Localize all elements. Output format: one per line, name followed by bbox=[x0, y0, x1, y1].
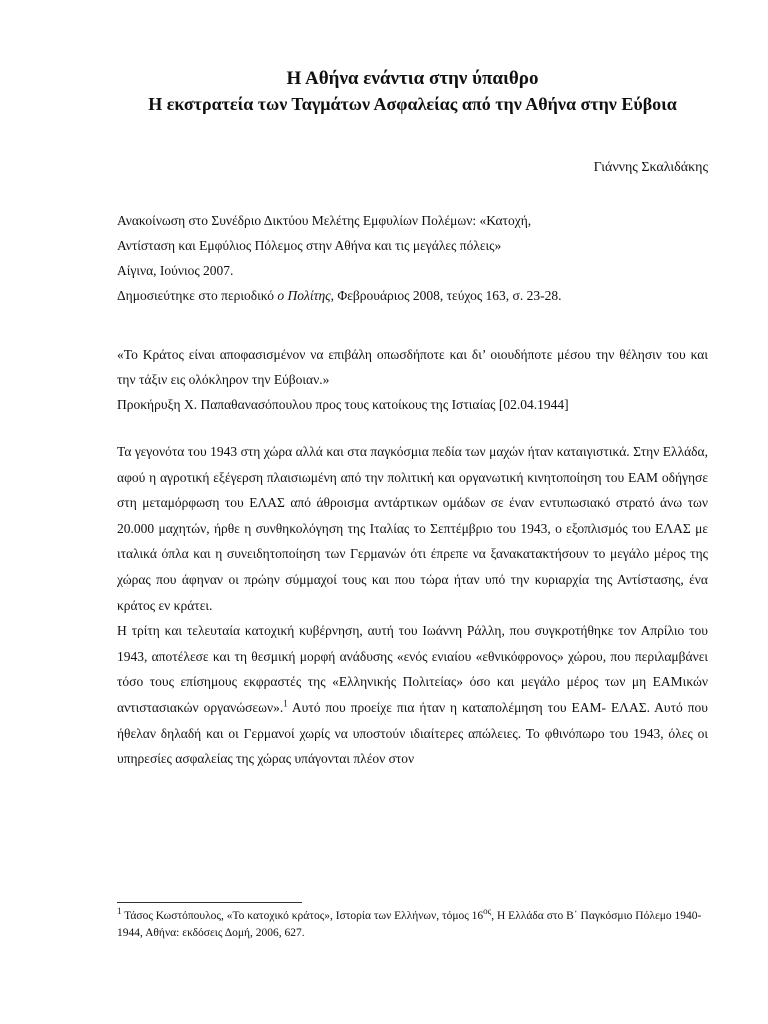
document-title: Η Αθήνα ενάντια στην ύπαιθρο bbox=[286, 68, 539, 89]
paragraph-2 bbox=[117, 618, 708, 772]
document-subtitle: Η εκστρατεία των Ταγμάτων Ασφαλείας από την Αθήνα στην Εύβοια bbox=[148, 94, 677, 114]
author-name: Γιάννης Σκαλιδάκης bbox=[593, 160, 708, 175]
footnote-text bbox=[117, 908, 708, 942]
published-suffix: , Φεβρουάριος 2008, τεύχος 163, σ. 23-28. bbox=[330, 288, 562, 303]
epigraph bbox=[117, 342, 708, 417]
paragraph-1: Τα γεγονότα του 1943 στη χώρα αλλά και στα παγκόσμια πεδία των μαχών ήταν καταιγιστικά. Στην Ελλάδα, αφού η αγροτική εξέγερση πλαισιωμένη από την πολιτική και οργανωτική κινητοποίηση του ΕΑΜ οδήγησε στη μεταμόρφωση του ΕΛΑΣ από άθροισμα αντάρτικων ομάδων σε έναν εντυπωσιακό στρατό άνω των 20.000 μαχητών, ήρθε η συνθηκολόγηση της Ιταλίας το Σεπτέμβριο του 1943, ο εξοπλισμός του ΕΛΑΣ με ιταλικά όπλα και η συνειδητοποίηση των Γερμανών ότι έπρεπε να ξανακατακτήσουν το μεγάλο μέρος της χώρας που άφηναν οι πρώην σύμμαχοί τους και που τώρα ήταν υπό την κυριαρχία της Αντίστασης, ένα κράτος εν κράτει. bbox=[117, 444, 708, 613]
info-line-place-date: Αίγινα, Ιούνιος 2007. bbox=[117, 263, 234, 278]
footnote-reference[interactable]: 1 bbox=[283, 698, 288, 709]
info-line-conference: Ανακοίνωση στο Συνέδριο Δικτύου Μελέτης Εμφυλίων Πολέμων: «Κατοχή, bbox=[117, 213, 532, 228]
info-line-published bbox=[117, 283, 708, 308]
published-prefix: Δημοσιεύτηκε στο περιοδικό bbox=[117, 288, 278, 303]
journal-name: ο Πολίτης bbox=[277, 288, 331, 303]
publication-info bbox=[117, 208, 708, 308]
epigraph-text: «Το Κράτος είναι αποφασισμένον να επιβάλη οπωσδήποτε και δι’ οιουδήποτε μέσου την θέλησιν του και την τάξιν εις ολόκληρον την Εύβοιαν.» bbox=[117, 347, 708, 387]
footnote-separator bbox=[117, 902, 302, 903]
paragraph-2-part-1: Η τρίτη και τελευταία κατοχική κυβέρνηση, αυτή του Ιωάννη Ράλλη, που συγκροτήθηκε τον Απρίλιο του 1943, αποτέλεσε και τη θεσμική μορφή ανάδυσης «ενός ενιαίου «εθνικόφρονος» χώρου, που περιλαμβάνει τόσο τους επίσημους εκφραστές της «Ελληνικής Πολιτείας» όσο και μεγάλο μέρος των μη ΕΑΜικών αντιστασιακών οργανώσεων». bbox=[117, 623, 708, 715]
info-line-conference-title: Αντίσταση και Εμφύλιος Πόλεμος στην Αθήνα και τις μεγάλες πόλεις» bbox=[117, 238, 502, 253]
footnote-number: 1 bbox=[117, 906, 122, 917]
footnote-text-end: , Η Ελλάδα στο Β΄ Παγκόσμιο Πόλεμο 1940-1944, Αθήνα: εκδόσεις Δομή, 2006, 627. bbox=[117, 910, 702, 939]
document-page bbox=[117, 66, 708, 772]
footnote-ordinal: ος bbox=[483, 906, 492, 917]
paragraph-2-part-2: Αυτό που προείχε πια ήταν η καταπολέμηση του ΕΑΜ- ΕΛΑΣ. Αυτό που ήθελαν δηλαδή και οι Γερμανοί χωρίς να υποστούν ιδιαίτερες απώλειες. Το φθινόπωρο του 1943, όλες οι υπηρεσίες ασφαλείας της χώρας υπάγονται πλέον στον bbox=[117, 699, 708, 767]
body-text bbox=[117, 439, 708, 772]
footnote-text-start: Τάσος Κωστόπουλος, «Το κατοχικό κράτος», Ιστορία των Ελλήνων, τόμος 16 bbox=[121, 910, 484, 922]
epigraph-source: Προκήρυξη Χ. Παπαθανασόπουλου προς τους κατοίκους της Ιστιαίας [02.04.1944] bbox=[117, 397, 569, 412]
footnote bbox=[117, 908, 708, 942]
